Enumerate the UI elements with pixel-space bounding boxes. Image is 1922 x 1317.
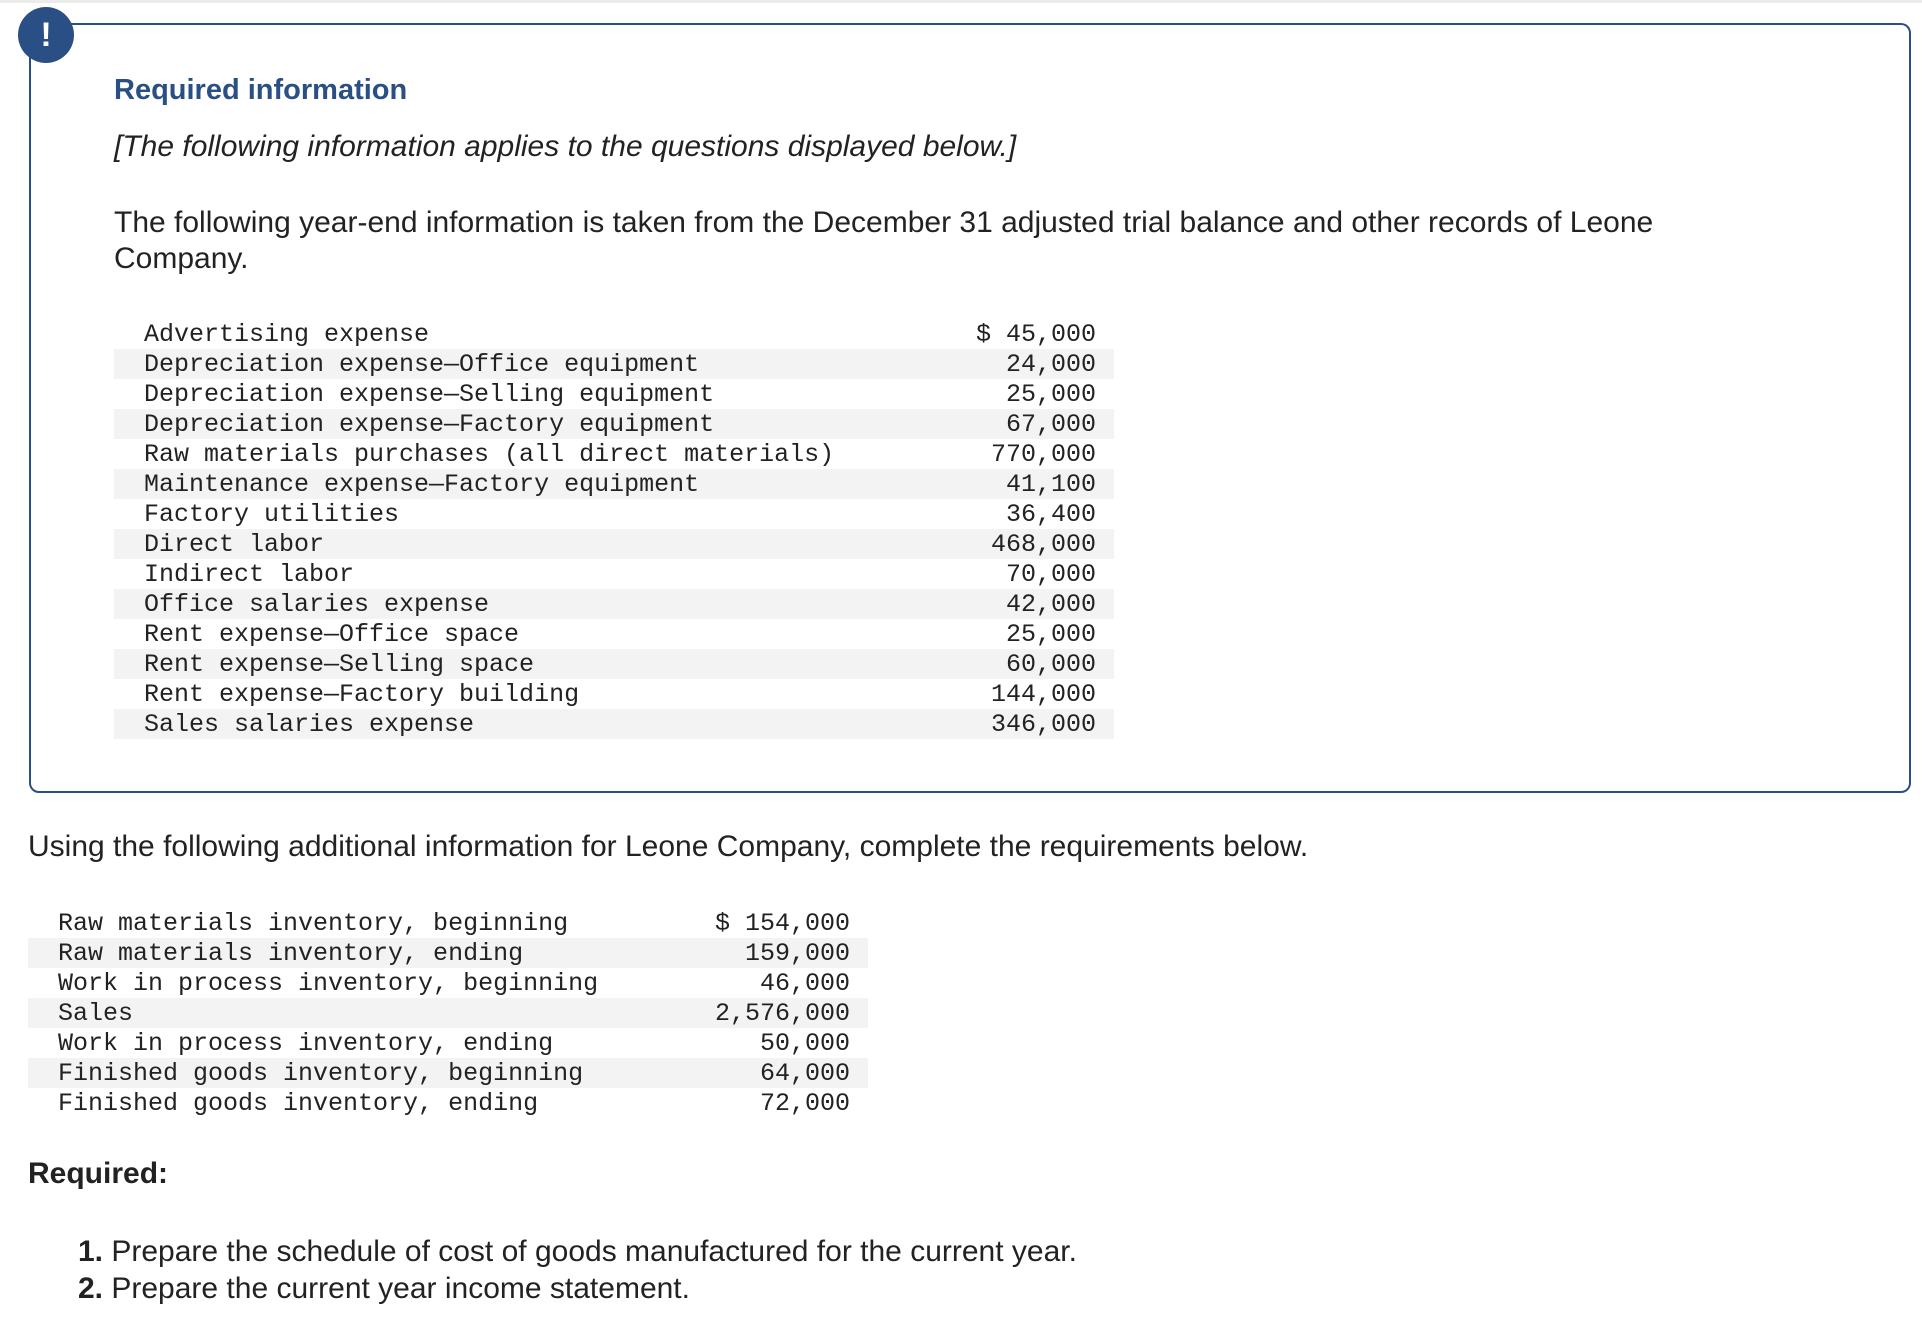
requirement-item [78, 1233, 1077, 1270]
row-label: Raw materials inventory, beginning [58, 908, 569, 938]
row-amount: 2,576,000 [714, 998, 850, 1028]
row-amount: 46,000 [759, 968, 850, 998]
requirement-text: Prepare the schedule of cost of goods manufactured for the current year. [103, 1235, 1077, 1268]
row-amount: 25,000 [1005, 619, 1096, 649]
row-label: Depreciation expense—Office equipment [144, 349, 700, 379]
row-amount: 24,000 [1005, 349, 1096, 379]
table-row [114, 649, 1114, 679]
requirement-text: Prepare the current year income statement. [103, 1272, 690, 1305]
row-label: Sales [58, 998, 134, 1028]
row-label: Finished goods inventory, beginning [58, 1058, 584, 1088]
table-row [114, 319, 1114, 349]
row-label: Indirect labor [144, 559, 355, 589]
requirements-list [78, 1233, 1077, 1307]
requirement-item [78, 1270, 1077, 1307]
table-row [28, 1088, 868, 1118]
table-row [114, 529, 1114, 559]
row-label: Rent expense—Office space [144, 619, 520, 649]
trial-balance-table [114, 319, 1114, 739]
requirement-number: 1. [78, 1235, 104, 1268]
row-amount: 36,400 [1005, 499, 1096, 529]
row-amount: 50,000 [759, 1028, 850, 1058]
information-note: [The following information applies to the questions displayed below.] [114, 130, 1017, 163]
row-amount: 770,000 [990, 439, 1096, 469]
row-amount: 72,000 [759, 1088, 850, 1118]
table-row [114, 439, 1114, 469]
top-divider [0, 0, 1922, 3]
table-row [114, 469, 1114, 499]
row-label: Work in process inventory, beginning [58, 968, 599, 998]
row-amount: 159,000 [744, 938, 850, 968]
table-row [114, 709, 1114, 739]
table-row [28, 998, 868, 1028]
exclamation-icon: ! [18, 7, 74, 63]
table-row [28, 938, 868, 968]
row-amount: 70,000 [1005, 559, 1096, 589]
row-label: Maintenance expense—Factory equipment [144, 469, 700, 499]
row-label: Depreciation expense—Selling equipment [144, 379, 715, 409]
row-amount: $ 154,000 [714, 908, 850, 938]
table-row [114, 409, 1114, 439]
row-label: Work in process inventory, ending [58, 1028, 554, 1058]
row-label: Finished goods inventory, ending [58, 1088, 539, 1118]
row-label: Rent expense—Factory building [144, 679, 580, 709]
row-amount: 60,000 [1005, 649, 1096, 679]
requirement-number: 2. [78, 1272, 104, 1305]
row-label: Direct labor [144, 529, 325, 559]
table-row [114, 499, 1114, 529]
additional-info-text: Using the following additional information for Leone Company, complete the requirements below. [28, 830, 1309, 863]
table-row [28, 1058, 868, 1088]
additional-info-table [28, 908, 868, 1118]
required-information-title: Required information [114, 74, 408, 106]
table-row [114, 679, 1114, 709]
row-label: Factory utilities [144, 499, 400, 529]
table-row [114, 349, 1114, 379]
row-label: Depreciation expense—Factory equipment [144, 409, 715, 439]
row-amount: 346,000 [990, 709, 1096, 739]
row-label: Raw materials inventory, ending [58, 938, 524, 968]
row-label: Advertising expense [144, 319, 430, 349]
row-amount: 25,000 [1005, 379, 1096, 409]
row-label: Rent expense—Selling space [144, 649, 535, 679]
row-amount: 144,000 [990, 679, 1096, 709]
row-label: Office salaries expense [144, 589, 490, 619]
row-amount: 42,000 [1005, 589, 1096, 619]
table-row [114, 379, 1114, 409]
table-row [28, 1028, 868, 1058]
row-amount: 64,000 [759, 1058, 850, 1088]
table-row [114, 589, 1114, 619]
table-row [114, 559, 1114, 589]
required-heading: Required: [28, 1157, 169, 1190]
row-amount: $ 45,000 [975, 319, 1096, 349]
row-label: Raw materials purchases (all direct materials) [144, 439, 835, 469]
table-row [114, 619, 1114, 649]
row-amount: 468,000 [990, 529, 1096, 559]
row-amount: 41,100 [1005, 469, 1096, 499]
intro-paragraph: The following year-end information is taken from the December 31 adjusted trial balance and other records of Leone Company. [114, 206, 1654, 275]
table-row [28, 968, 868, 998]
row-amount: 67,000 [1005, 409, 1096, 439]
row-label: Sales salaries expense [144, 709, 475, 739]
table-row [28, 908, 868, 938]
